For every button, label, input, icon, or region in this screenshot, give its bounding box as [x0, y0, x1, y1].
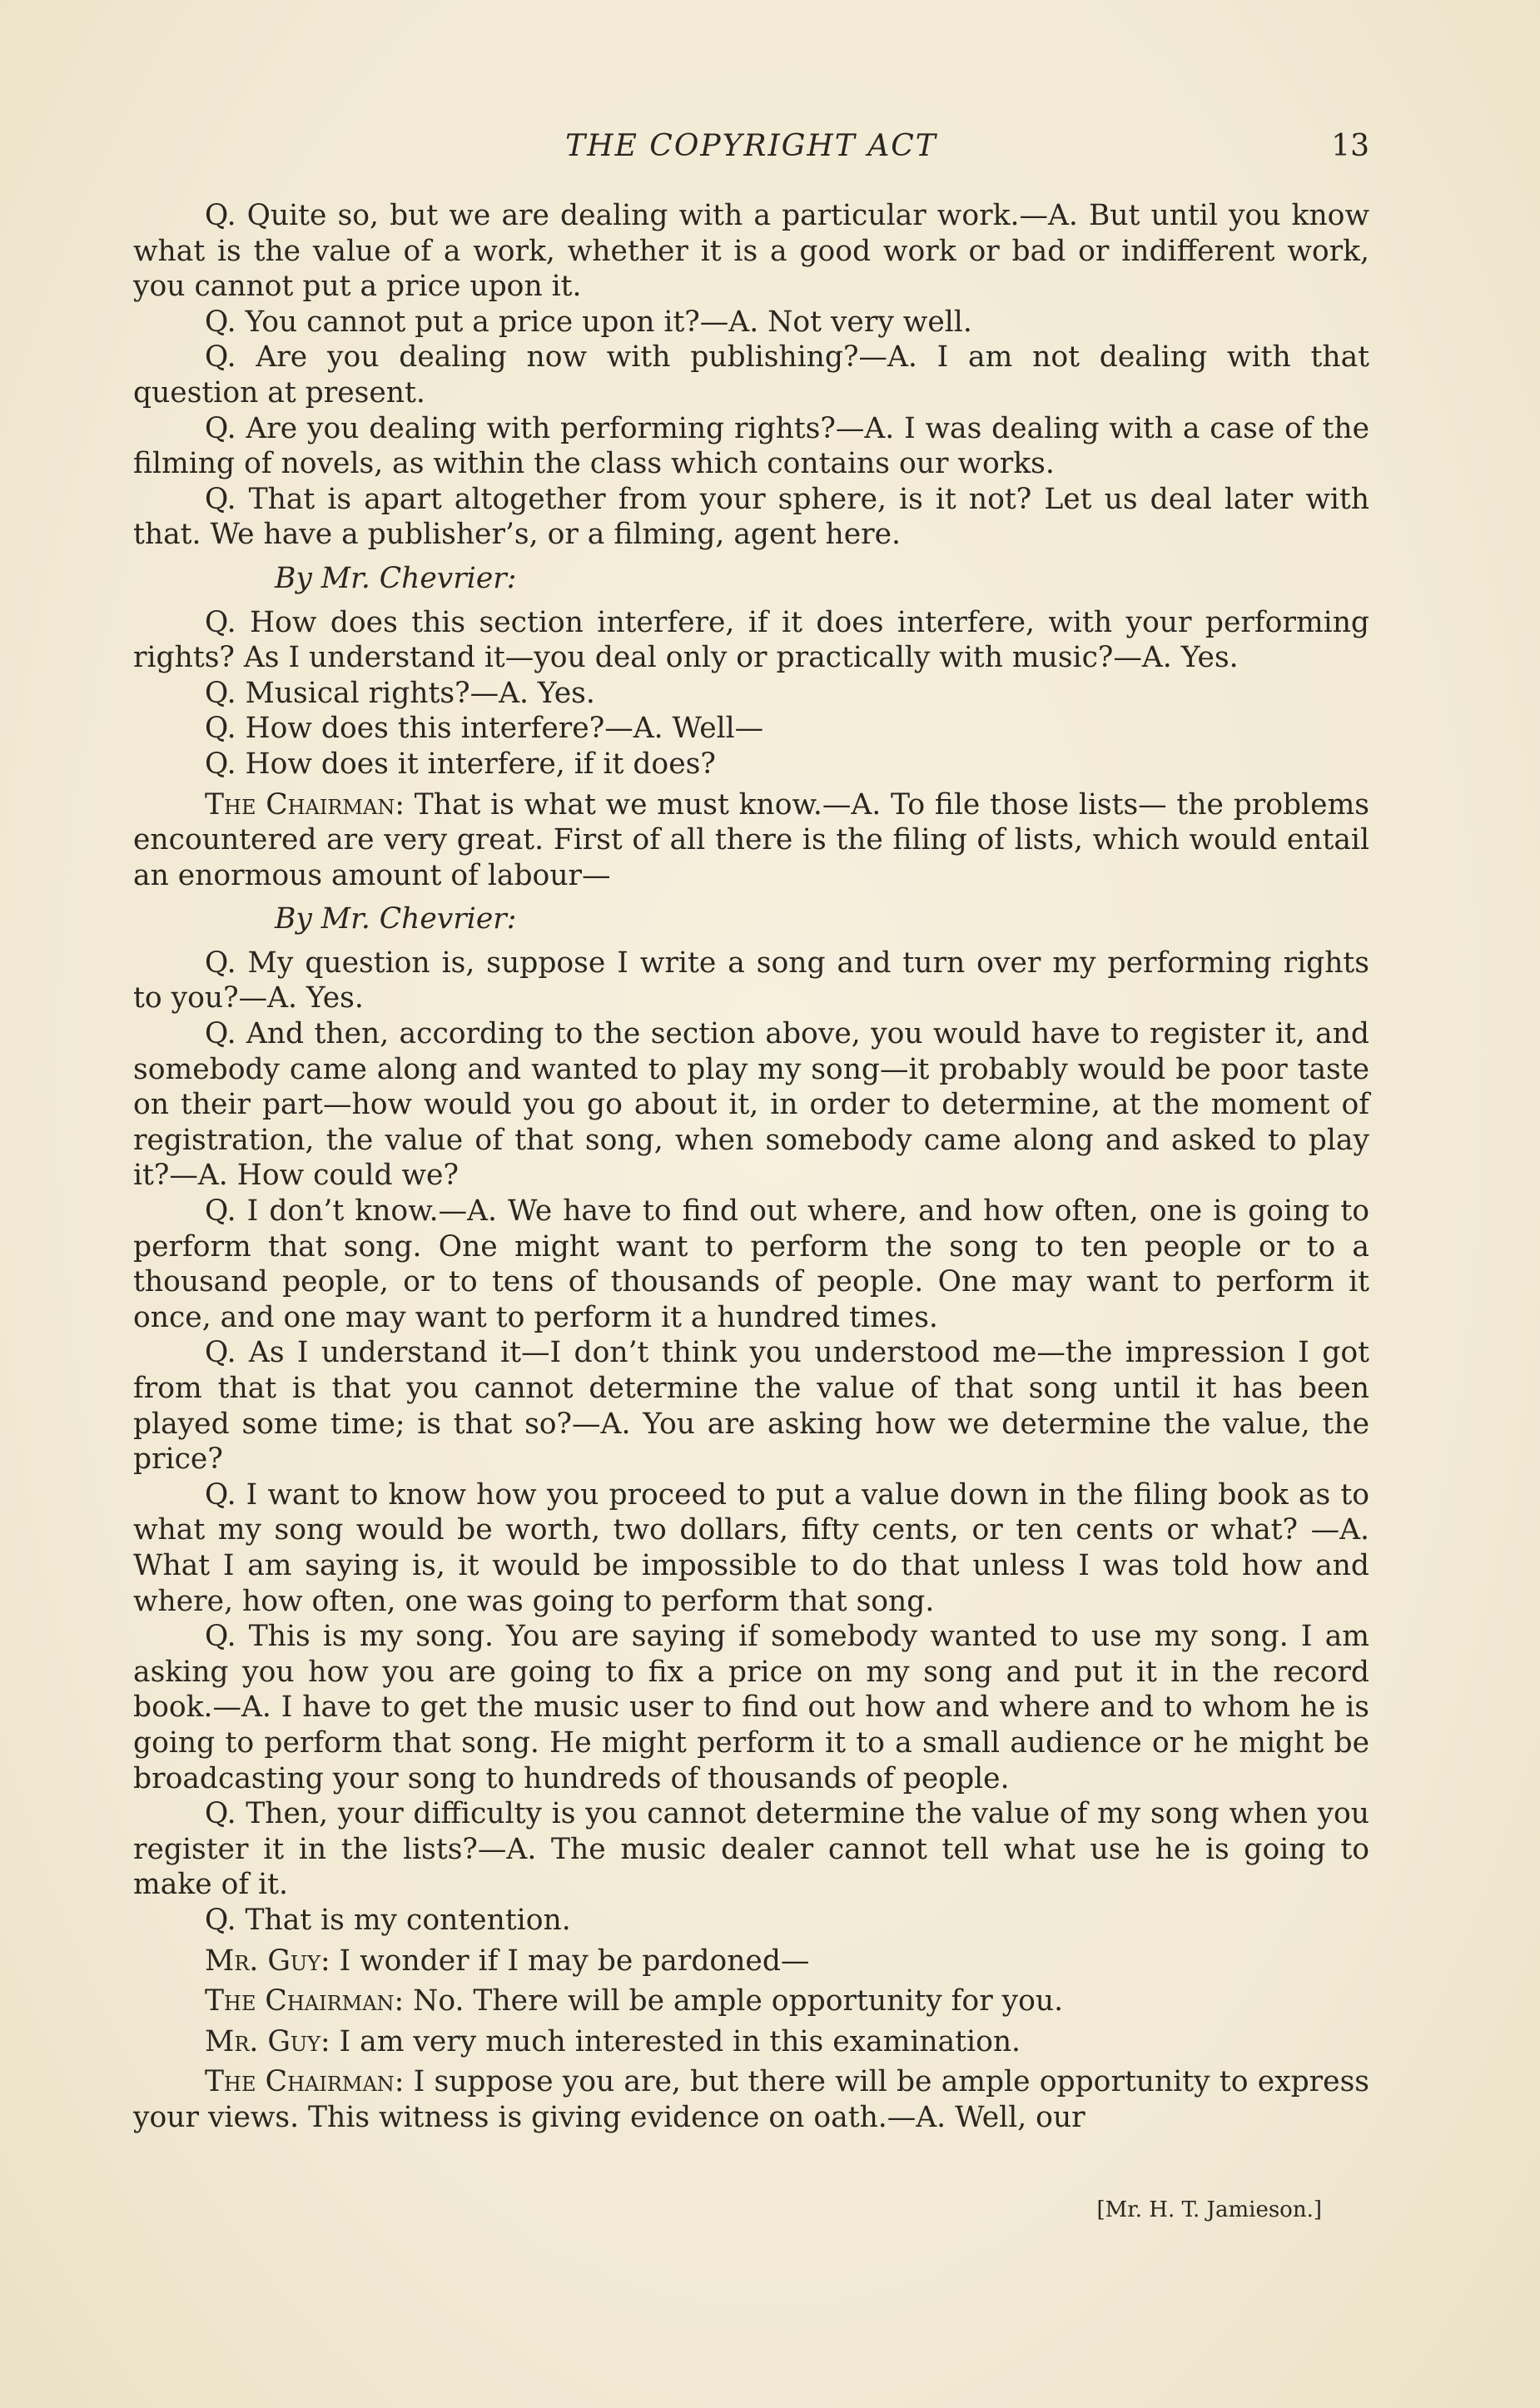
paragraph: Q. My question is, suppose I write a song and turn over my performing rights to you?—A. Yes.: [133, 946, 1369, 1015]
page-header: [133, 129, 1369, 171]
speaker-text: : I am very much interested in this examination.: [320, 2024, 1021, 2058]
running-head: THE COPYRIGHT ACT: [565, 129, 937, 163]
speaker-name: The Chairman: [205, 1984, 395, 2018]
paragraph: Q. As I understand it—I don’t think you understood me—the impression I got from that is that you cannot determine the value of that song until it has been played some time; is that so?—A. You are asking how we determine the value, the price?: [133, 1336, 1369, 1477]
paragraph: Q. How does this interfere?—A. Well—: [205, 712, 764, 746]
speaker-paragraph: [133, 2064, 1369, 2135]
speaker-paragraph: [133, 1944, 1369, 1979]
paragraph: Q. How does this section interfere, if it does interfere, with your performing rights? As I understand it—you deal only or practically with music?—A. Yes.: [133, 605, 1369, 675]
speaker-paragraph: [133, 787, 1369, 894]
paragraph: Q. That is apart altogether from your sphere, is it not? Let us deal later with that. We have a publisher’s, or a filming, agent here.: [133, 482, 1369, 552]
paragraph: Q. This is my song. You are saying if somebody wanted to use my song. I am asking you how you are going to fix a price on my song and put it in the record book.—A. I have to get the music user to find out how and where and to whom he is going to perform that song. He might perform it to a small audience or he might be broadcasting your song to hundreds of thousands of people.: [133, 1620, 1369, 1795]
page-number: 13: [1331, 129, 1369, 163]
speaker-paragraph: [133, 2024, 1369, 2060]
paragraph: Q. How does it interfere, if it does?: [205, 747, 716, 781]
examiner-heading: By Mr. Chevrier:: [275, 902, 517, 936]
paragraph: Q. That is my contention.: [205, 1903, 571, 1937]
speaker-text: : I wonder if I may be pardoned—: [320, 1944, 810, 1978]
paragraph: Q. Musical rights?—A. Yes.: [205, 676, 595, 710]
paragraph: Q. Are you dealing with performing rights?—A. I was dealing with a case of the filming of novels, as within the class which contains our works.: [133, 411, 1369, 481]
speaker-name: Mr. Guy: [205, 1944, 320, 1978]
paragraph: Q. I want to know how you proceed to put a value down in the filing book as to what my song would be worth, two dollars, fifty cents, or ten cents or what? —A. What I am saying is, it would be impossible to do that unless I was told how and where, how often, one was going to perform that song.: [133, 1477, 1369, 1618]
speaker-name: Mr. Guy: [205, 2024, 320, 2058]
speaker-name: The Chairman: [205, 787, 395, 822]
speaker-name: The Chairman: [205, 2065, 395, 2099]
examiner-heading: By Mr. Chevrier:: [275, 561, 517, 595]
speaker-text: : No. There will be ample opportunity for you.: [394, 1984, 1064, 2018]
speaker-paragraph: [133, 1983, 1369, 2019]
paragraph: Q. I don’t know.—A. We have to find out where, and how often, one is going to perform that song. One might want to perform the song to ten people or to a thousand people, or to tens of thousands of people. One may want to perform it once, and one may want to perform it a hundred times.: [133, 1194, 1369, 1334]
paragraph: Q. And then, according to the section above, you would have to register it, and somebody came along and wanted to play my song—it probably would be poor taste on their part—how would you go about it, in order to determine, at the moment of registration, the value of that song, when somebody came along and asked to play it?—A. How could we?: [133, 1017, 1369, 1193]
paragraph: Q. Then, your difficulty is you cannot determine the value of my song when you register it in the lists?—A. The music dealer cannot tell what use he is going to make of it.: [133, 1797, 1369, 1902]
paragraph: Q. Quite so, but we are dealing with a particular work.—A. But until you know what is the value of a work, whether it is a good work or bad or indifferent work, you cannot put a price upon it.: [133, 199, 1369, 304]
speaker-text: : I suppose you are, but there will be ample opportunity to express your views. This witness is giving evidence on oath.—A. Well, our: [133, 2065, 1369, 2134]
paragraph: Q. You cannot put a price upon it?—A. Not very well.: [205, 305, 972, 339]
speaker-text: : That is what we must know.—A. To file those lists— the problems encountered are very great. First of all there is the filing of lists, which would entail an enormous amount of labour—: [133, 787, 1370, 892]
witness-footer: [Mr. H. T. Jamieson.]: [1096, 2197, 1322, 2222]
paragraph: Q. Are you dealing now with publishing?—A. I am not dealing with that question at present.: [133, 340, 1369, 410]
transcript-body: [133, 198, 1369, 2135]
